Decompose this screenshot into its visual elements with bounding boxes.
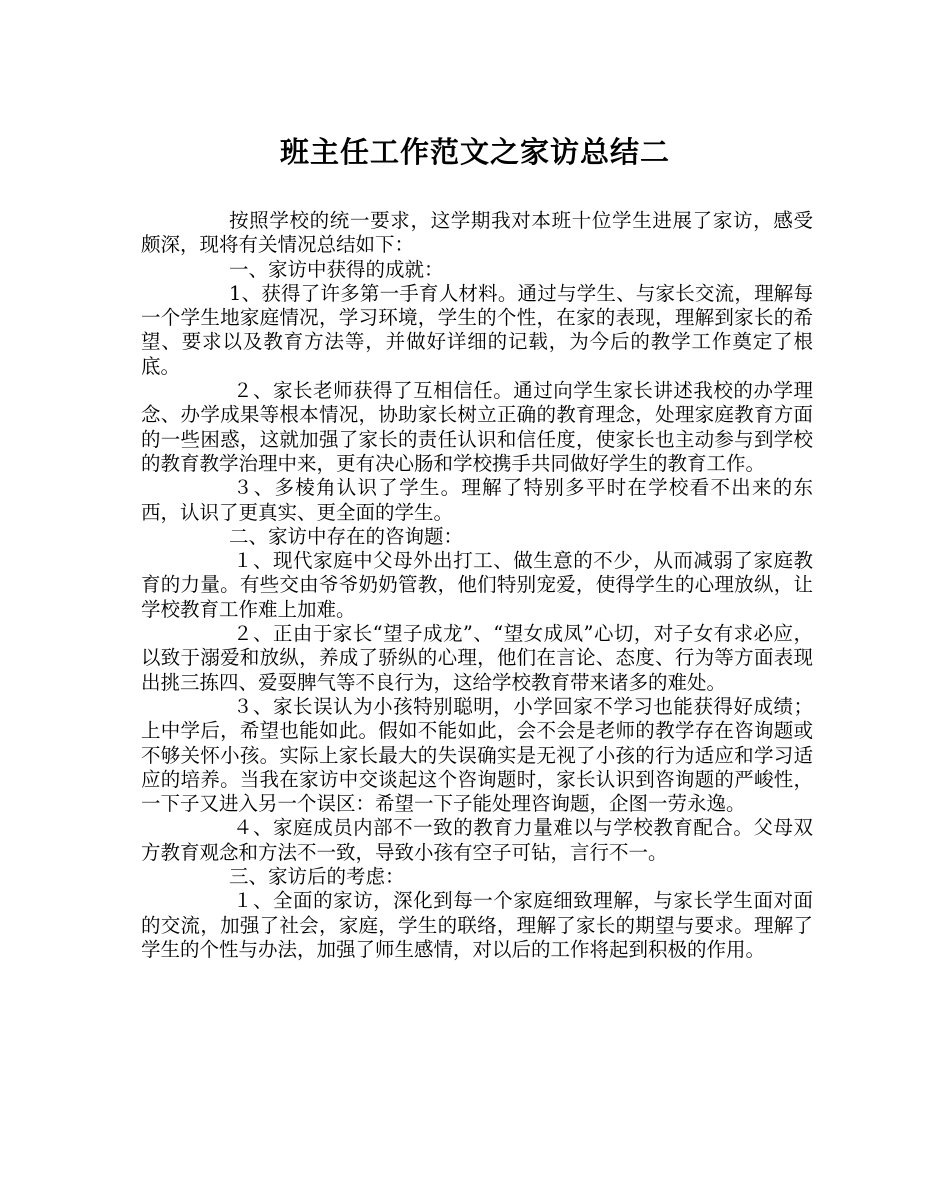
achievement-item-2: ２、家长老师获得了互相信任。通过向学生家长讲述我校的办学理念、办学成果等根本情况，协助家长树立正确的教育理念，处理家庭教育方面的一些困惑，这就加强了家长的责任认识和信任度，使家长也主动参与到学校的教育教学治理中来，更有决心肠和学校携手共同做好学生的教育工作。 xyxy=(141,379,813,475)
problem-item-2: ２、正由于家长“望子成龙”、“望女成凤”心切，对子女有求必应，以致于溺爱和放纵，养成了骄纵的心理，他们在言论、态度、行为等方面表现出挑三拣四、爱耍脾气等不良行为，这给学校教育带来诸多的难处。 xyxy=(141,622,813,694)
section-heading-reflections: 三、家访后的考虑： xyxy=(229,865,405,889)
reflection-item-1: １、全面的家访，深化到每一个家庭细致理解，与家长学生面对面的交流，加强了社会，家庭，学生的联络，理解了家长的期望与要求。理解了学生的个性与办法，加强了师生感情，对以后的工作将起到积极的作用。 xyxy=(141,889,813,961)
section-heading-problems: 二、家访中存在的咨询题： xyxy=(229,524,464,548)
problem-item-3: ３、家长误认为小孩特别聪明，小学回家不学习也能获得好成绩；上中学后，希望也能如此。假如不能如此，会不会是老师的教学存在咨询题或不够关怀小孩。实际上家长最大的失误确实是无视了小孩的行为适应和学习适应的培养。当我在家访中交谈起这个咨询题时，家长认识到咨询题的严峻性，一下子又进入另一个误区：希望一下子能处理咨询题，企图一劳永逸。 xyxy=(141,694,813,816)
achievement-item-1: 1、获得了许多第一手育人材料。通过与学生、与家长交流，理解每一个学生地家庭情况，学习环境，学生的个性，在家的表现，理解到家长的希望、要求以及教育方法等，并做好详细的记载，为今后的教学工作奠定了根底。 xyxy=(141,281,813,378)
document-title: 班主任工作范文之家访总结二 xyxy=(279,135,670,169)
document-body xyxy=(141,209,813,962)
problem-item-1: １、现代家庭中父母外出打工、做生意的不少，从而减弱了家庭教育的力量。有些交由爷爷奶奶管教，他们特别宠爱，使得学生的心理放纵，让学校教育工作难上加难。 xyxy=(141,549,813,621)
problem-item-4: ４、家庭成员内部不一致的教育力量难以与学校教育配合。父母双方教育观念和方法不一致，导致小孩有空子可钻，言行不一。 xyxy=(141,816,813,864)
intro-paragraph: 按照学校的统一要求，这学期我对本班十位学生进展了家访，感受颇深，现将有关情况总结如下： xyxy=(141,209,813,257)
achievement-item-3: ３、多棱角认识了学生。理解了特别多平时在学校看不出来的东西，认识了更真实、更全面的学生。 xyxy=(141,476,813,524)
section-heading-achievements: 一、家访中获得的成就： xyxy=(229,257,444,281)
